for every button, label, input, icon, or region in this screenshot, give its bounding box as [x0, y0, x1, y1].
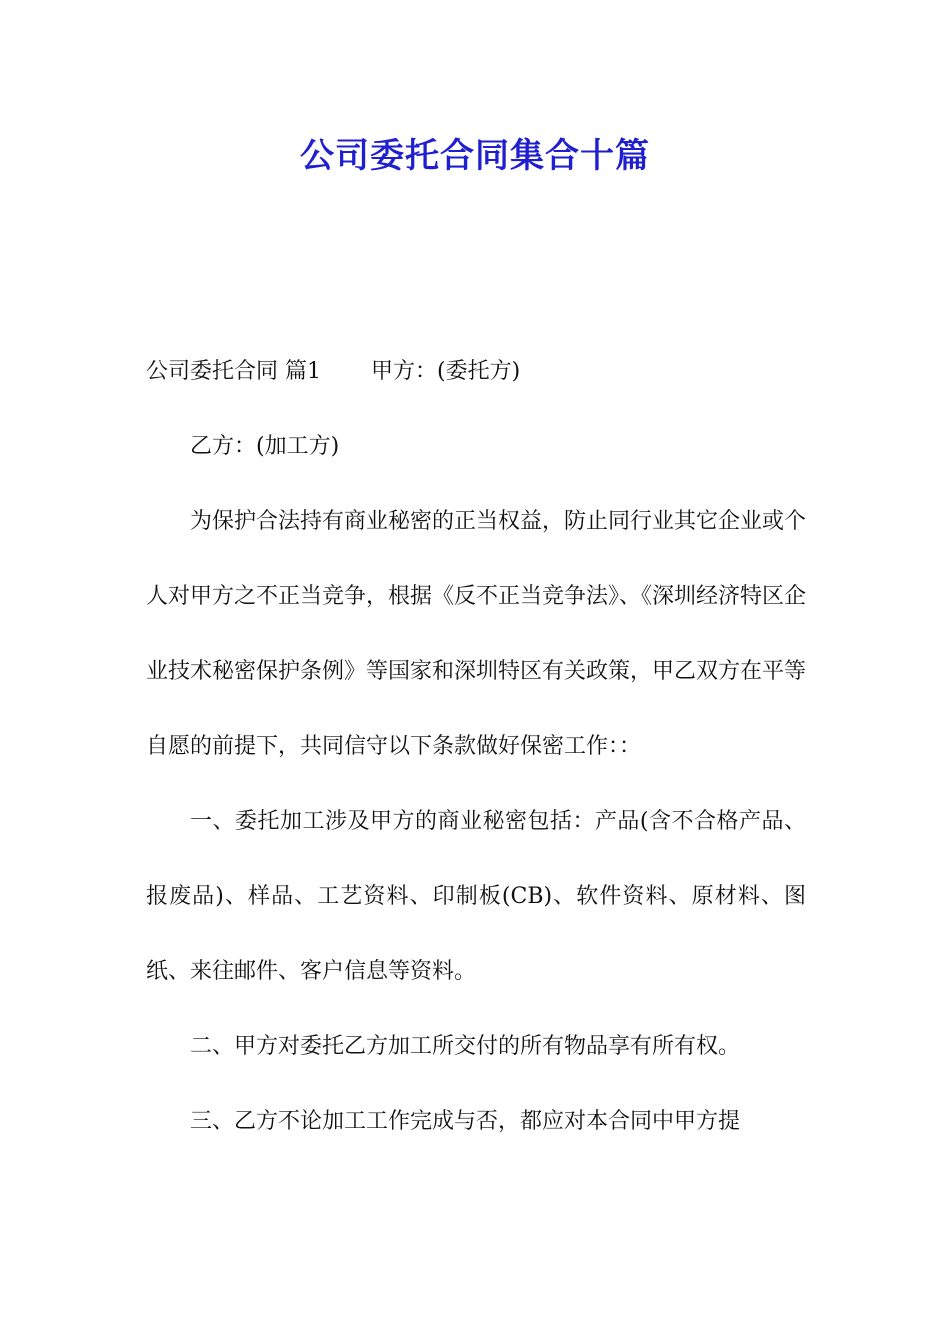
document-title: 公司委托合同集合十篇 — [300, 136, 650, 176]
party-a-line: 甲方：(委托方) — [371, 359, 521, 384]
paragraph-purpose: 为保护合法持有商业秘密的正当权益，防止同行业其它企业或个人对甲方之不正当竞争，根据《反不正当竞争法》、《深圳经济特区企业技术秘密保护条例》等国家和深圳特区有关政策，甲乙双方在平等自愿的前提下，共同信守以下条款做好保密工作：： — [146, 509, 807, 759]
clause-1: 一、委托加工涉及甲方的商业秘密包括：产品(含不合格产品、报废品)、样品、工艺资料、印制板(CB)、软件资料、原材料、图纸、来往邮件、客户信息等资料。 — [146, 809, 806, 984]
clause-3: 三、乙方不论加工工作完成与否，都应对本合同中甲方提 — [190, 1109, 741, 1134]
clause-2: 二、甲方对委托乙方加工所交付的所有物品享有所有权。 — [190, 1034, 741, 1059]
section-heading: 公司委托合同 篇1 — [146, 359, 321, 384]
document-body — [146, 334, 806, 1159]
intro-line — [146, 334, 806, 409]
party-b-line: 乙方：(加工方) — [190, 434, 340, 459]
